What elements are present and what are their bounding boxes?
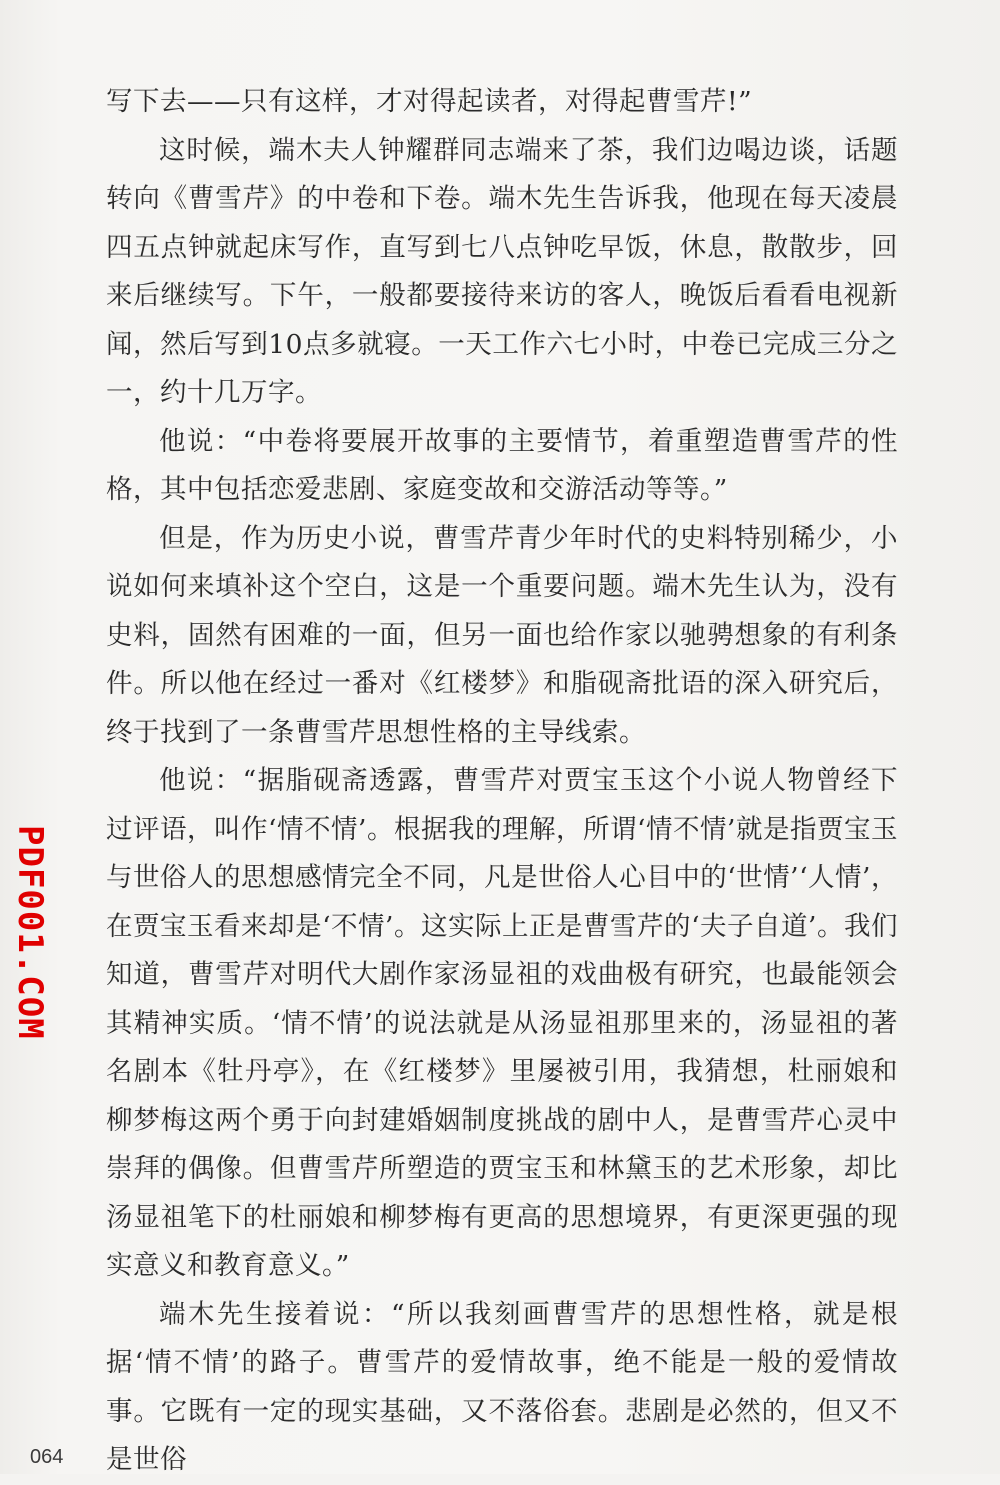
paragraph: 他说：“据脂砚斋透露，曹雪芹对贾宝玉这个小说人物曾经下过评语，叫作‘情不情’。根据我的理解，所谓‘情不情’就是指贾宝玉与世俗人的思想感情完全不同，凡是世俗人心目中的‘世情’‘人情’，在贾宝玉看来却是‘不情’。这实际上正是曹雪芹的‘夫子自道’。我们知道，曹雪芹对明代大剧作家汤显祖的戏曲极有研究，也最能领会其精神实质。‘情不情’的说法就是从汤显祖那里来的，汤显祖的著名剧本《牡丹亭》，在《红楼梦》里屡被引用，我猜想，杜丽娘和柳梦梅这两个勇于向封建婚姻制度挑战的剧中人，是曹雪芹心灵中崇拜的偶像。但曹雪芹所塑造的贾宝玉和林黛玉的艺术形象，却比汤显祖笔下的杜丽娘和柳梦梅有更高的思想境界，有更深更强的现实意义和教育意义。” bbox=[106, 765, 898, 1281]
paragraph: 这时候，端木夫人钟耀群同志端来了茶，我们边喝边谈，话题转向《曹雪芹》的中卷和下卷。端木先生告诉我，他现在每天凌晨四五点钟就起床写作，直写到七八点钟吃早饭，休息，散散步，回来后继续写。下午，一般都要接待来访的客人，晚饭后看看电视新闻，然后写到10点多就寝。一天工作六七小时，中卷已完成三分之一，约十几万字。 bbox=[106, 134, 898, 408]
paragraph: 但是，作为历史小说，曹雪芹青少年时代的史料特别稀少，小说如何来填补这个空白，这是一个重要问题。端木先生认为，没有史料，固然有困难的一面，但另一面也给作家以驰骋想象的有利条件。所以他在经过一番对《红楼梦》和脂砚斋批语的深入研究后，终于找到了一条曹雪芹思想性格的主导线索。 bbox=[106, 522, 898, 748]
paragraph: 他说：“中卷将要展开故事的主要情节，着重塑造曹雪芹的性格，其中包括恋爱悲剧、家庭变故和交游活动等等。” bbox=[106, 425, 898, 505]
paragraph-continuation: 写下去——只有这样，才对得起读者，对得起曹雪芹!” bbox=[106, 86, 753, 117]
body-text bbox=[106, 78, 898, 1485]
page-number: 064 bbox=[30, 1446, 64, 1468]
watermark: PDF001.COM bbox=[10, 825, 50, 1040]
paragraph: 端木先生接着说：“所以我刻画曹雪芹的思想性格，就是根据‘情不情’的路子。曹雪芹的爱情故事，绝不能是一般的爱情故事。它既有一定的现实基础，又不落俗套。悲剧是必然的，但又不是世俗 bbox=[106, 1298, 898, 1475]
